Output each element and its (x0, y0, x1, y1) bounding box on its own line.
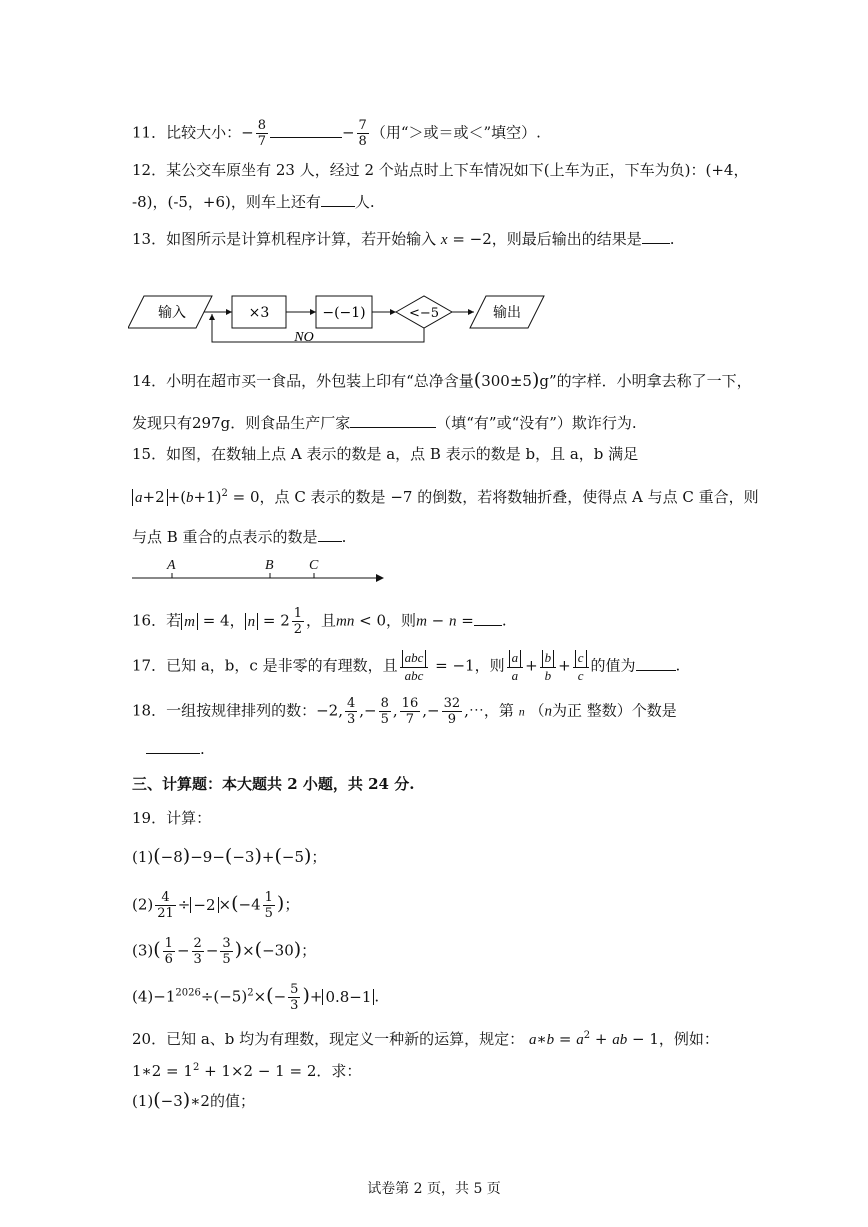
answer-blank (474, 610, 502, 626)
answer-blank (318, 526, 342, 542)
section-3-heading: 三、计算题：本大题共 2 小题，共 24 分. (132, 775, 415, 793)
question-19-title: 19．计算： (132, 809, 212, 827)
question-13: 13．如图所示是计算机程序计算，若开始输入 x = −2，则最后输出的结果是 . (132, 230, 675, 248)
flow-input-label: 输入 (158, 305, 186, 321)
question-16: 16．若 m = 4， n = 2 $\frac{1}{2}$ ，且mn < 0，则m − n = . (132, 606, 507, 637)
q11-hint: （用“＞或＝或＜”填空）. (370, 123, 541, 142)
page-footer: 试卷第 2 页，共 5 页 (367, 1181, 501, 1197)
q11-number: 11． (132, 123, 167, 142)
question-17: 17．已知 a，b，c 是非零的有理数，且 $\frac{\text{abc}}{\text{abc}}$ = −1，则 $\frac{a}{a}$ + $\frac{b}{b}$ + $\frac{c}{c}$ 的值为 . (132, 650, 681, 683)
q19-part-4: $(4)-1^{2026}\div(-5)^2\times(-$ $\frac{5}{3}$ )+ 0.8−1 . (132, 982, 380, 1013)
q19-part-3: (3)( $\frac{1}{6}$ − $\frac{2}{3}$ − $\frac{3}{5}$ )×(−30)； (132, 936, 317, 967)
answer-blank (321, 191, 355, 207)
answer-blank (146, 738, 200, 754)
answer-blank (636, 655, 676, 671)
q11-label: 比较大小： (166, 123, 242, 142)
point-b-label: B (265, 558, 274, 573)
question-14-line2: 发现只有297g．则食品生产厂家 （填“有”或“没有”）欺诈行为. (132, 414, 637, 432)
answer-blank (642, 228, 670, 244)
flow-minus-label: −(−1) (322, 305, 366, 321)
fraction: $\frac{8}{7}$ (257, 118, 266, 149)
point-a-label: A (167, 558, 176, 573)
answer-blank (350, 412, 436, 428)
question-20-line2: 1∗2 = $1^2 + 1\times 2 - 1 = 2$．求： (132, 1062, 362, 1080)
question-18: 18．一组按规律排列的数：−2, $\frac{4}{3}$ ,− $\frac{8}{5}$ , $\frac{16}{7}$ ,− $\frac{32}{9}$ ,⋯，第 n （n为正 整数）个数是 (132, 696, 677, 727)
fraction: $\frac{7}{8}$ (358, 118, 367, 149)
answer-blank (270, 122, 342, 138)
question-15-line1: 15．如图，在数轴上点 A 表示的数是 a，点 B 表示的数是 b，且 a，b 满足 (132, 445, 639, 463)
q19-part-2: (2) $\frac{4}{21}$ ÷ −2 ×(−4 $\frac{1}{5}$ )； (132, 890, 300, 921)
flow-times3-label: ×3 (248, 305, 270, 321)
question-20-line1: 20．已知 a、b 均为有理数，现定义一种新的运算，规定： a∗b = $a^2$ + ab − 1，例如： (132, 1030, 719, 1048)
q19-part-1: (1)(−8)−9−(−3)+(−5)； (132, 845, 327, 867)
flowchart-diagram (128, 292, 548, 348)
question-14-line1: 14．小明在超市买一食品，外包装上印有“总净含量(300±5)g”的字样．小明拿去称了一下， (132, 369, 752, 391)
flow-no-label: NO (294, 330, 314, 345)
flow-output-label: 输出 (493, 305, 521, 321)
question-18-blank-line: . (146, 738, 205, 759)
question-12-line2: -8)，(-5，+6)，则车上还有 人. (132, 193, 375, 211)
question-12-line1: 12．某公交车原坐有 23 人，经过 2 个站点时上下车情况如下(上车为正，下车为负)：(+4， (132, 161, 749, 179)
point-c-label: C (309, 558, 319, 573)
question-20-sub1: (1)(−3)∗2的值； (132, 1089, 255, 1111)
question-11: 11．比较大小：− $\frac{8}{7}$ − $\frac{7}{8}$ （用“＞或＝或＜”填空）. (132, 118, 541, 149)
question-15-line2: $a+2 +(b+1)^2 = 0$，点 C 表示的数是 −7 的倒数，若将数轴折叠，使得点 A 与点 C 重合，则 (132, 484, 759, 508)
question-15-line3: 与点 B 重合的点表示的数是 . (132, 528, 347, 546)
flow-cond-label: <−5 (408, 306, 440, 321)
